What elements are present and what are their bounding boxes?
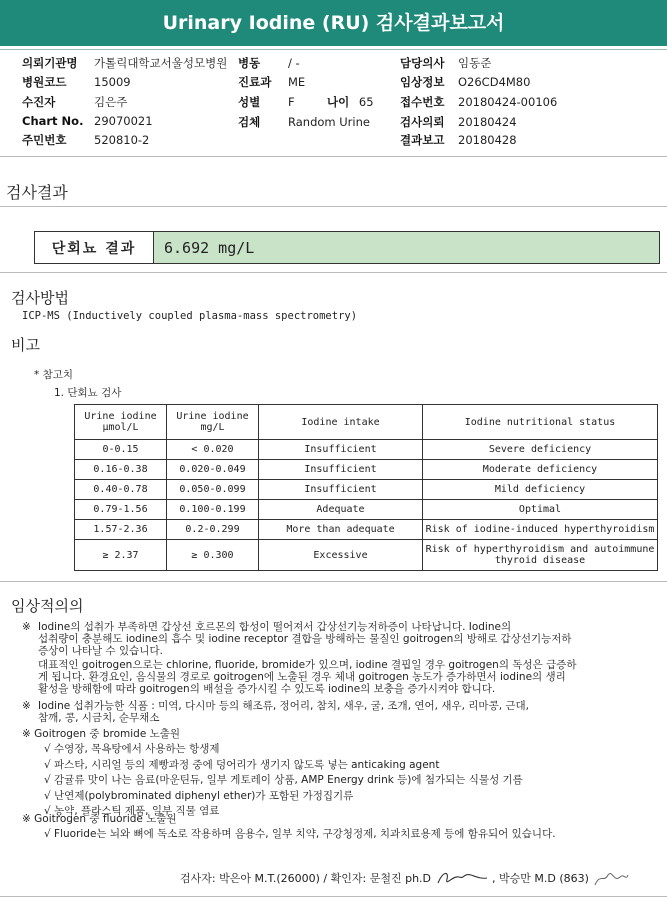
table-cell: Optimal: [423, 500, 658, 520]
table-cell: Severe deficiency: [423, 440, 658, 460]
table-cell: Excessive: [259, 540, 423, 571]
table-cell: ≥ 2.37: [75, 540, 167, 571]
info-left-field: [22, 94, 127, 110]
note-text: 활성을 방해함에 따라 goitrogen의 배설을 증가시킬 수 있도록 iodine의 보충을 증가시켜야 합니다.: [38, 683, 496, 695]
table-cell: 0.79-1.56: [75, 500, 167, 520]
table-cell: < 0.020: [167, 440, 259, 460]
info-left-label: Chart No.: [22, 114, 84, 128]
info-left-field: [22, 74, 131, 90]
table-cell: More than adequate: [259, 520, 423, 540]
table-row: [75, 460, 658, 480]
table-header: Urine iodine mg/L: [167, 405, 259, 440]
title-divider: [0, 46, 667, 50]
note-text: 증상이 나타날 수 있습니다.: [38, 645, 163, 657]
result-label: 단회뇨 결과: [35, 232, 154, 263]
info-left-value: 520810-2: [94, 133, 150, 147]
bromide-item: √ 감귤류 맛이 나는 음료(마운틴듀, 일부 게토레이 상품, AMP Energy drink 등)에 첨가되는 식물성 기름: [44, 774, 523, 786]
info-mid-value: Random Urine: [288, 115, 370, 129]
info-mid-field: [238, 94, 295, 110]
table-cell: Moderate deficiency: [423, 460, 658, 480]
table-row: [75, 480, 658, 500]
table-row: [75, 520, 658, 540]
info-right-field: [400, 74, 530, 90]
info-left-label: 주민번호: [22, 133, 67, 147]
reference-table: [74, 404, 658, 571]
info-right-value: O26CD4M80: [458, 75, 531, 89]
bromide-item: √ 농약, 플라스틱 제품, 일부 직물 염료: [44, 805, 220, 817]
table-cell: 0.16-0.38: [75, 460, 167, 480]
table-cell: 0.100-0.199: [167, 500, 259, 520]
note-symbol: ※: [22, 700, 31, 712]
table-cell: Risk of iodine-induced hyperthyroidism: [423, 520, 658, 540]
section-clinical-heading: 임상적의의: [11, 597, 84, 615]
info-right-label: 접수번호: [400, 95, 445, 109]
info-mid-label: 병동: [238, 56, 261, 70]
clinical-note-line: [38, 681, 495, 696]
info-mid-label: 진료과: [238, 75, 272, 89]
info-left-label: 병원코드: [22, 75, 67, 89]
table-cell: Adequate: [259, 500, 423, 520]
confirm2-text: , 박승만 M.D (863): [492, 872, 589, 885]
bromide-item: √ 파스타, 시리얼 등의 제빵과정 중에 덩어리가 생기지 않도록 넣는 anticaking agent: [44, 758, 440, 771]
note-text: 대표적인 goitrogen으로는 chlorine, fluoride, bromide가 있으며, iodine 결핍일 경우 goitrogen의 독성은 급증하: [38, 659, 577, 671]
table-cell: Insufficient: [259, 440, 423, 460]
note-text: 섭취량이 충분해도 iodine의 흡수 및 iodine receptor 결합을 방해하는 물질인 goitrogen의 방해로 갑상선기능저하: [38, 633, 572, 645]
info-right-field: [400, 55, 491, 71]
info-left-value: 가톨릭대학교서울성모병원: [94, 56, 228, 70]
table-row: [75, 540, 658, 571]
bromide-item: √ 난연제(polybrominated diphenyl ether)가 포함된 가정집기류: [44, 789, 354, 802]
table-cell: Insufficient: [259, 460, 423, 480]
table-cell: 0.40-0.78: [75, 480, 167, 500]
table-header: Urine iodine μmol/L: [75, 405, 167, 440]
table-cell: 0.050-0.099: [167, 480, 259, 500]
result-divider: [0, 206, 667, 207]
result-box: [34, 231, 660, 264]
clinical-note-line: [38, 643, 163, 658]
table-cell: Insufficient: [259, 480, 423, 500]
age-label: 나이: [327, 95, 350, 109]
info-right-label: 검사의뢰: [400, 115, 445, 129]
clinical-divider: [0, 581, 667, 582]
note-text: 게 됩니다. 환경요인, 음식물의 경로로 goitrogen에 노출된 경우 체내 goitrogen 농도가 증가하면서 iodine의 생리: [38, 671, 566, 683]
section-method-heading: 검사방법: [11, 289, 69, 307]
fluoride-title: ※ Goitrogen 중 fluoride 노출원: [22, 813, 177, 825]
info-left-label: 수진자: [22, 95, 56, 109]
info-left-field: [22, 55, 227, 71]
result-value: 6.692 mg/L: [154, 232, 659, 263]
info-left-label: 의뢰기관명: [22, 56, 78, 70]
age-value: 65: [358, 95, 374, 109]
info-right-label: 임상정보: [400, 75, 445, 89]
info-right-field: [400, 114, 517, 130]
info-right-value: 20180428: [458, 133, 517, 147]
table-row: [75, 500, 658, 520]
note-text: Iodine의 섭취가 부족하면 갑상선 호르몬의 합성이 떨어져서 갑상선기능저하증이 나타납니다. Iodine의: [38, 621, 512, 633]
bromide-item: √ 수영장, 목욕탕에서 사용하는 항생제: [44, 743, 220, 755]
info-right-field: [400, 132, 517, 148]
table-cell: 0.020-0.049: [167, 460, 259, 480]
table-cell: 0.2-0.299: [167, 520, 259, 540]
note-text: 참깨, 콩, 시금치, 순무채소: [38, 712, 160, 724]
info-divider: [0, 156, 667, 157]
note-symbol: ※: [22, 621, 31, 633]
signature-mark-1: [435, 869, 489, 889]
info-right-field: [400, 94, 557, 110]
table-row: [75, 440, 658, 460]
table-cell: Risk of hyperthyroidism and autoimmune thyroid disease: [423, 540, 658, 571]
table-cell: Mild deficiency: [423, 480, 658, 500]
age-field: [327, 94, 374, 110]
info-right-value: 20180424-00106: [458, 95, 558, 109]
info-mid-value: ME: [288, 75, 306, 89]
note-text: Iodine 섭취가능한 식품 : 미역, 다시마 등의 해조류, 정어리, 참치, 새우, 굴, 조개, 연어, 새우, 리마콩, 근대,: [38, 700, 530, 712]
info-mid-field: [238, 55, 300, 71]
tester-text: 검사자: 박은아 M.T.(26000) / 확인자: 문철진 ph.D: [180, 872, 432, 885]
method-text: ICP-MS (Inductively coupled plasma-mass spectrometry): [22, 310, 358, 322]
info-left-value: 29070021: [94, 114, 153, 128]
info-left-field: [22, 114, 153, 128]
info-mid-label: 검체: [238, 115, 261, 129]
section-result-heading: 검사결과: [6, 183, 68, 202]
clinical-note-line: [38, 710, 159, 725]
reference-subtitle: 1. 단회뇨 검사: [54, 387, 122, 399]
info-mid-field: [238, 74, 305, 90]
info-left-value: 김은주: [94, 95, 128, 109]
table-cell: 1.57-2.36: [75, 520, 167, 540]
info-mid-value: F: [288, 95, 295, 109]
info-mid-label: 성별: [238, 95, 261, 109]
signature-mark-2: [592, 869, 630, 889]
table-header: Iodine nutritional status: [423, 405, 658, 440]
report-title: Urinary Iodine (RU) 검사결과보고서: [0, 0, 667, 46]
info-right-label: 담당의사: [400, 56, 445, 70]
info-right-value: 임동준: [458, 56, 492, 70]
bromide-title: ※ Goitrogen 중 bromide 노출원: [22, 728, 181, 740]
info-right-value: 20180424: [458, 115, 517, 129]
method-divider: [0, 272, 667, 273]
info-mid-field: [238, 114, 370, 130]
footer-signature: [180, 869, 630, 889]
table-header: Iodine intake: [259, 405, 423, 440]
table-cell: 0-0.15: [75, 440, 167, 460]
table-cell: ≥ 0.300: [167, 540, 259, 571]
reference-title: * 참고치: [34, 369, 74, 381]
info-mid-value: / -: [288, 56, 300, 70]
info-right-label: 결과보고: [400, 133, 445, 147]
bottom-divider: [0, 896, 667, 897]
info-left-field: [22, 132, 149, 148]
info-left-value: 15009: [94, 75, 131, 89]
section-remark-heading: 비고: [11, 336, 40, 354]
fluoride-item: √ Fluoride는 뇌와 뼈에 독소로 작용하며 음용수, 일부 치약, 구강청정제, 치과치료용제 등에 함유되어 있습니다.: [44, 828, 556, 840]
